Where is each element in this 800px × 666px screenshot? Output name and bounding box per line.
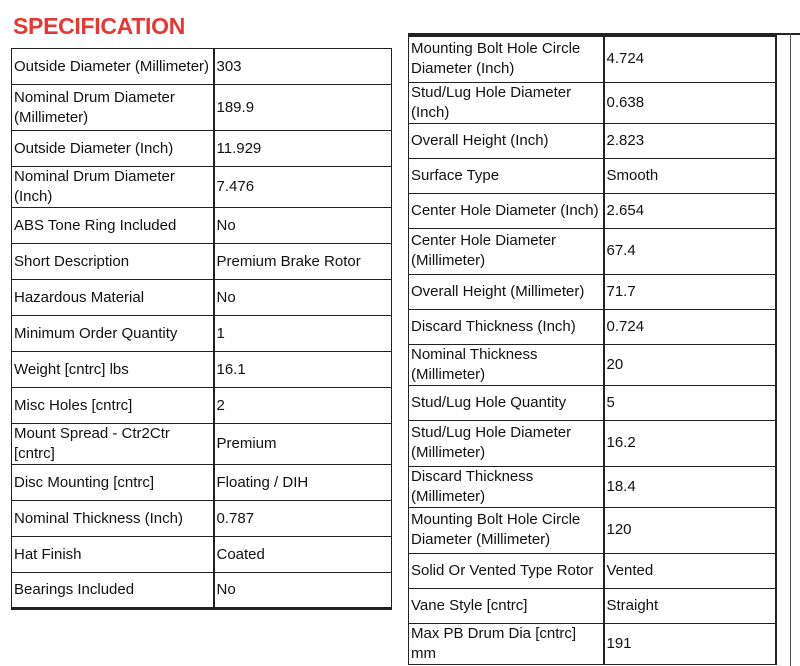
table-row [12,388,392,424]
table-row [409,158,776,193]
spec-value: 11.929 [214,131,392,167]
spec-label: Minimum Order Quantity [12,316,214,352]
spec-value: 18.4 [604,466,776,507]
spec-label: Mounting Bolt Hole Circle Diameter (Millimeter) [409,507,604,553]
table-row [409,123,776,158]
spec-label: Overall Height (Millimeter) [409,274,604,309]
spec-value: 71.7 [604,274,776,309]
spec-label: Stud/Lug Hole Diameter (Millimeter) [409,420,604,466]
spec-value: 67.4 [604,228,776,274]
spec-label: Nominal Thickness (Millimeter) [409,344,604,385]
spec-value: 2.823 [604,123,776,158]
spec-value: Floating / DIH [214,465,392,501]
spec-label: Outside Diameter (Inch) [12,131,214,167]
spec-label: Disc Mounting [cntrc] [12,465,214,501]
spec-value: Premium [214,424,392,465]
table-row [409,623,776,664]
table-row [12,85,392,131]
table-row [409,588,776,623]
spec-label: Weight [cntrc] lbs [12,352,214,388]
specification-heading: SPECIFICATION [13,13,186,39]
spec-label: Stud/Lug Hole Quantity [409,385,604,420]
spec-value: No [214,280,392,316]
spec-label: Hat Finish [12,537,214,573]
spec-value: 16.1 [214,352,392,388]
spec-value: No [214,573,392,609]
spec-value: 2.654 [604,193,776,228]
spec-label: Discard Thickness (Inch) [409,309,604,344]
spec-label: Overall Height (Inch) [409,123,604,158]
spec-label: Vane Style [cntrc] [409,588,604,623]
spec-table-left [11,48,392,610]
spec-value: Vented [604,553,776,588]
table-row [409,36,776,82]
table-row [409,309,776,344]
spec-value: Straight [604,588,776,623]
spec-label: Misc Holes [cntrc] [12,388,214,424]
table-row [12,352,392,388]
table-row [12,316,392,352]
spec-label: Mount Spread - Ctr2Ctr [cntrc] [12,424,214,465]
table-row [409,193,776,228]
table-row [12,131,392,167]
spec-value: 20 [604,344,776,385]
spec-value: No [214,208,392,244]
spec-label: Hazardous Material [12,280,214,316]
spec-label: Nominal Drum Diameter (Millimeter) [12,85,214,131]
spec-label: Mounting Bolt Hole Circle Diameter (Inch) [409,36,604,82]
spec-value: 120 [604,507,776,553]
table-row [12,208,392,244]
spec-label: Stud/Lug Hole Diameter (Inch) [409,82,604,123]
table-row [409,553,776,588]
spec-label: Max PB Drum Dia [cntrc] mm [409,623,604,664]
table-row [12,424,392,465]
spec-label: Center Hole Diameter (Millimeter) [409,228,604,274]
spec-label: Bearings Included [12,573,214,609]
table-row [12,465,392,501]
table-row [409,466,776,507]
spec-label: Nominal Thickness (Inch) [12,501,214,537]
table-row [409,385,776,420]
spec-label: Outside Diameter (Millimeter) [12,49,214,85]
table-row [12,573,392,609]
spec-value: Coated [214,537,392,573]
table-row [409,344,776,385]
spec-value: Premium Brake Rotor [214,244,392,280]
spec-label: Surface Type [409,158,604,193]
spec-label: ABS Tone Ring Included [12,208,214,244]
spec-value: 4.724 [604,36,776,82]
spec-value: 0.787 [214,501,392,537]
spec-value: 0.638 [604,82,776,123]
table-row [409,274,776,309]
spec-value: 16.2 [604,420,776,466]
spec-label: Discard Thickness (Millimeter) [409,466,604,507]
spec-label: Center Hole Diameter (Inch) [409,193,604,228]
right-edge-line [790,33,791,666]
table-row [12,280,392,316]
spec-table-right [408,35,777,665]
table-row [12,167,392,208]
spec-value: 2 [214,388,392,424]
table-row [12,501,392,537]
table-row [12,244,392,280]
spec-value: 303 [214,49,392,85]
table-row [409,420,776,466]
table-row [409,507,776,553]
spec-value: Smooth [604,158,776,193]
spec-value: 1 [214,316,392,352]
spec-value: 0.724 [604,309,776,344]
table-row [12,537,392,573]
spec-value: 5 [604,385,776,420]
table-row [409,228,776,274]
table-row [409,82,776,123]
table-row [12,49,392,85]
spec-label: Short Description [12,244,214,280]
spec-value: 7.476 [214,167,392,208]
spec-value: 191 [604,623,776,664]
spec-label: Solid Or Vented Type Rotor [409,553,604,588]
spec-label: Nominal Drum Diameter (Inch) [12,167,214,208]
spec-value: 189.9 [214,85,392,131]
